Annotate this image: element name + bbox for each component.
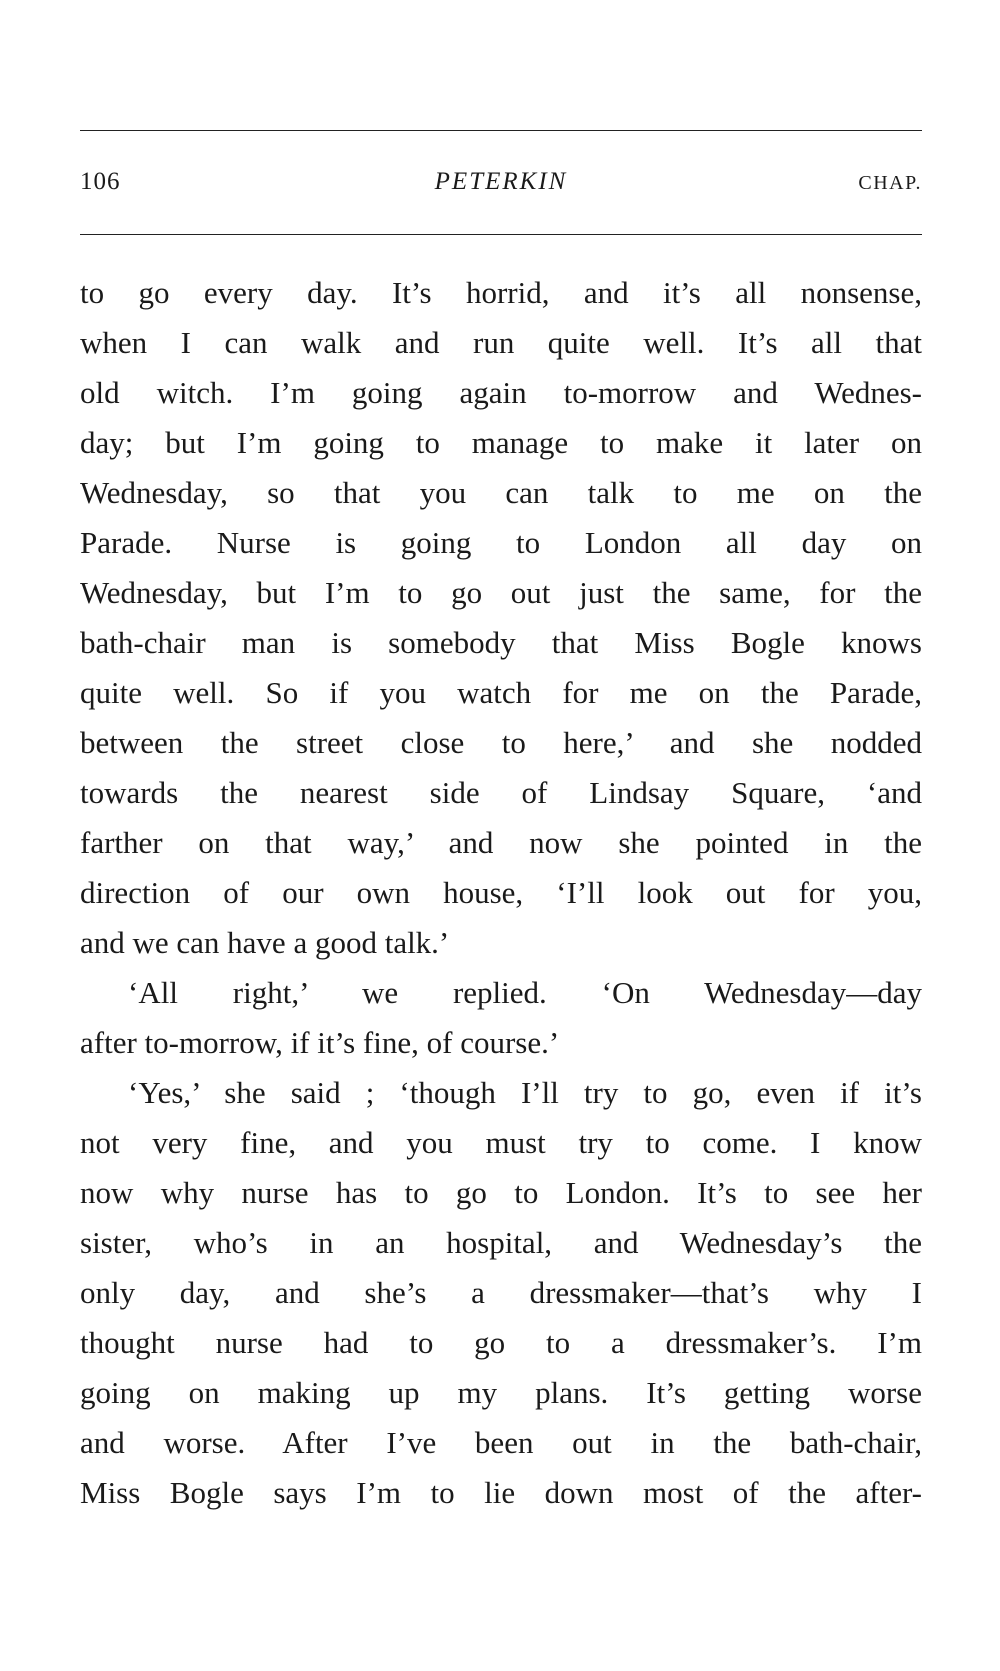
chapter-label: CHAP. [858,172,922,194]
body-text [80,268,922,1518]
text-line: old witch. I’m going again to-morrow and Wednes- [80,375,922,410]
text-line: and worse. After I’ve been out in the bath-chair, [80,1425,922,1460]
header-rule-bottom [80,234,922,235]
text-line: only day, and she’s a dressmaker—that’s why I [80,1275,922,1310]
running-header [80,168,922,208]
text-line: when I can walk and run quite well. It’s all that [80,325,922,360]
text-line: ‘Yes,’ she said ; ‘though I’ll try to go, even if it’s [128,1075,922,1110]
text-line: day; but I’m going to manage to make it later on [80,425,922,460]
text-line: Wednesday, but I’m to go out just the same, for the [80,575,922,610]
text-line: bath-chair man is somebody that Miss Bogle knows [80,625,922,660]
running-title: PETERKIN [434,168,568,195]
page-number: 106 [80,168,121,195]
text-line: Miss Bogle says I’m to lie down most of the after- [80,1475,922,1510]
text-line: after to-morrow, if it’s fine, of course.’ [80,1025,560,1060]
text-line: Parade. Nurse is going to London all day on [80,525,922,560]
text-line: not very fine, and you must try to come. I know [80,1125,922,1160]
text-line: ‘All right,’ we replied. ‘On Wednesday—day [128,975,922,1010]
text-line: going on making up my plans. It’s getting worse [80,1375,922,1410]
text-line: farther on that way,’ and now she pointed in the [80,825,922,860]
text-line: to go every day. It’s horrid, and it’s all nonsense, [80,275,922,310]
text-line: quite well. So if you watch for me on the Parade, [80,675,922,710]
text-line: now why nurse has to go to London. It’s to see her [80,1175,922,1210]
text-line: Wednesday, so that you can talk to me on the [80,475,922,510]
text-line: and we can have a good talk.’ [80,925,450,960]
text-line: direction of our own house, ‘I’ll look out for you, [80,875,922,910]
text-line: sister, who’s in an hospital, and Wednesday’s the [80,1225,922,1260]
text-line: between the street close to here,’ and she nodded [80,725,922,760]
text-line: thought nurse had to go to a dressmaker’s. I’m [80,1325,922,1360]
text-line: towards the nearest side of Lindsay Square, ‘and [80,775,922,810]
header-rule-top [80,130,922,131]
